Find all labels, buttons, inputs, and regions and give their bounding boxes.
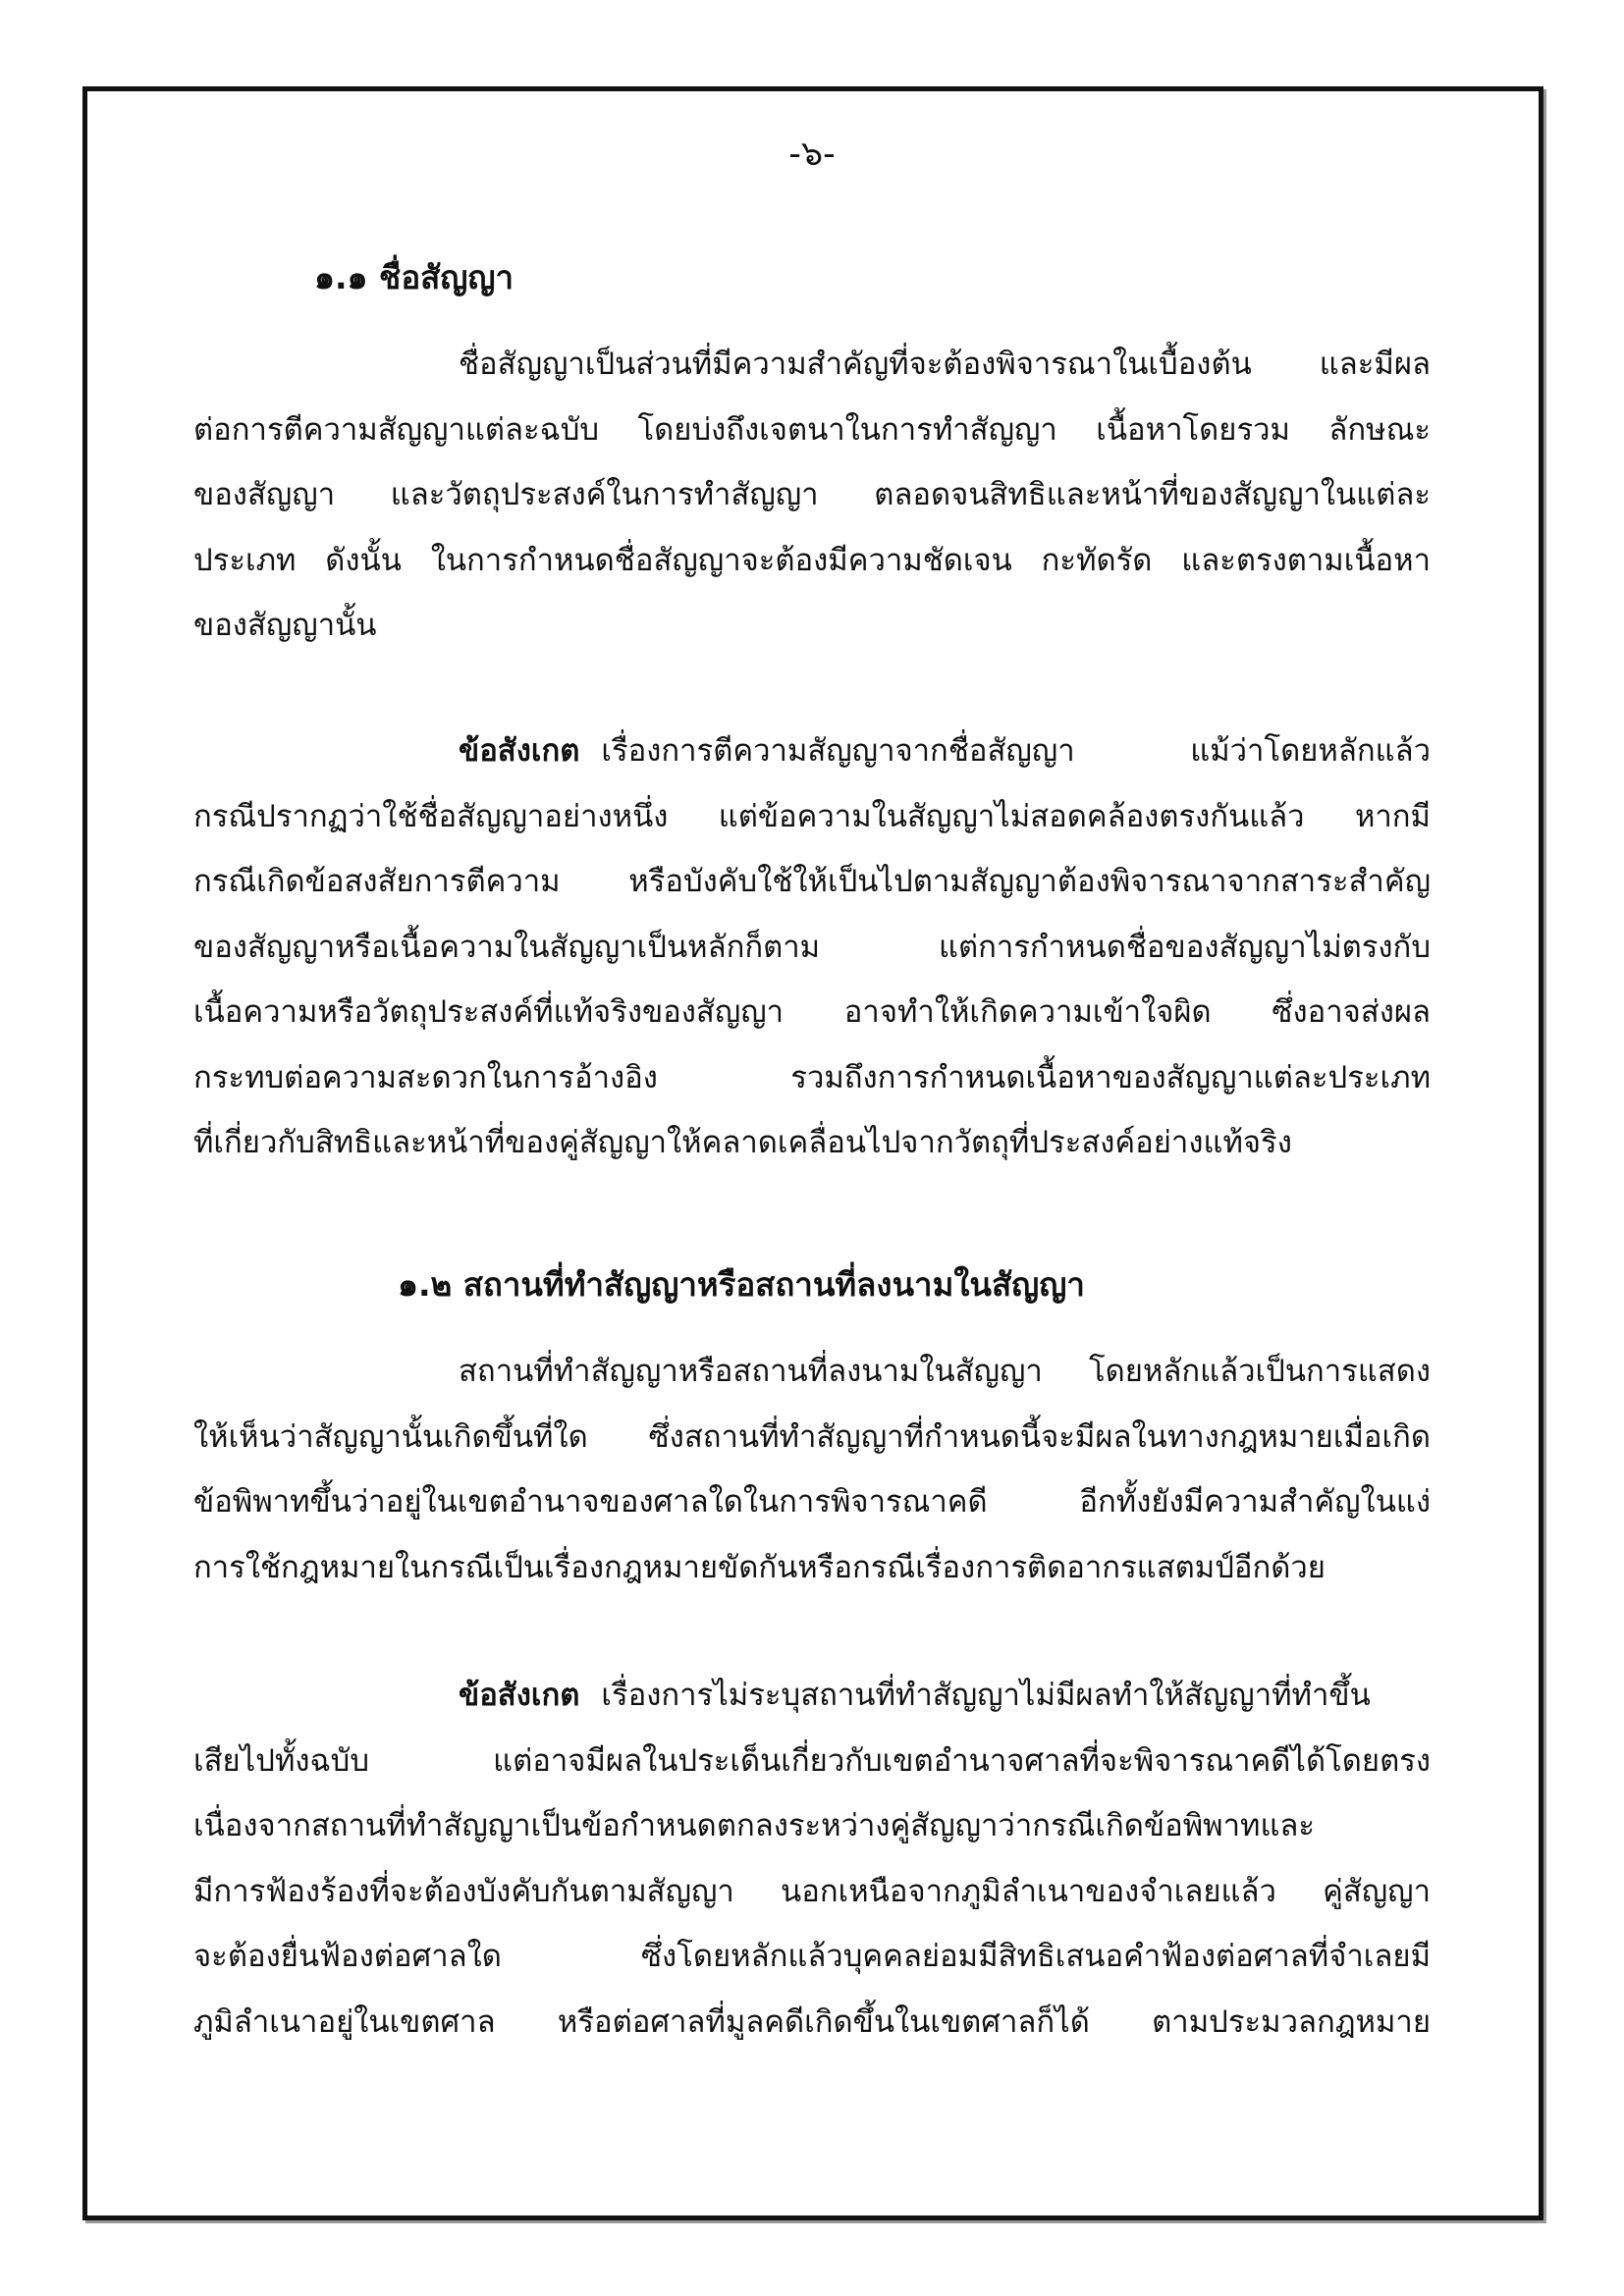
note-line: ภูมิลำเนาอยู่ในเขตศาล หรือต่อศาลที่มูลคดีเกิดขึ้นในเขตศาลก็ได้ ตามประมวลกฎหมาย	[193, 2003, 1431, 2040]
page-number: -๖-	[788, 134, 836, 174]
note-line: เนื่องจากสถานที่ทำสัญญาเป็นข้อกำหนดตกลงระหว่างคู่สัญญาว่ากรณีเกิดข้อพิพาทและ	[193, 1808, 1316, 1843]
note-first-line	[193, 1663, 1431, 1729]
note-line: กรณีเกิดข้อสงสัยการตีความ หรือบังคับใช้ให้เป็นไปตามสัญญาต้องพิจารณาจากสาระสำคัญ	[193, 864, 1431, 899]
section-heading-contract-place: ๑.๒ สถานที่ทำสัญญาหรือสถานที่ลงนามในสัญญา	[398, 1265, 1085, 1304]
note-line: เสียไปทั้งฉบับ แต่อาจมีผลในประเด็นเกี่ยวกับเขตอำนาจศาลที่จะพิจารณาคดีได้โดยตรง	[193, 1742, 1431, 1779]
paragraph-line: ชื่อสัญญาเป็นส่วนที่มีความสำคัญที่จะต้องพิจารณาในเบื้องต้น และมีผล	[459, 347, 1431, 382]
note-line: เรื่องการไม่ระบุสถานที่ทำสัญญาไม่มีผลทำให้สัญญาที่ทำขึ้น	[601, 1678, 1371, 1713]
section2-note	[193, 1663, 1431, 2055]
note-line: ที่เกี่ยวกับสิทธิและหน้าที่ของคู่สัญญาให้คลาดเคลื่อนไปจากวัตถุที่ประสงค์อย่างแท้จริง	[193, 1125, 1292, 1160]
paragraph-line: สถานที่ทำสัญญาหรือสถานที่ลงนามในสัญญา โดยหลักแล้วเป็นการแสดง	[459, 1354, 1431, 1389]
paragraph-line: ประเภท ดังนั้น ในการกำหนดชื่อสัญญาจะต้องมีความชัดเจน กะทัดรัด และตรงตามเนื้อหา	[193, 542, 1431, 578]
note-line: เรื่องการตีความสัญญาจากชื่อสัญญา แม้ว่าโดยหลักแล้ว	[601, 733, 1431, 769]
note-first-line	[193, 719, 1431, 784]
section1-paragraph	[193, 332, 1431, 659]
section-heading-contract-name: ๑.๑ ชื่อสัญญา	[314, 258, 514, 296]
paragraph-line: ของสัญญานั้น	[193, 608, 377, 643]
section1-note	[193, 719, 1431, 1176]
paragraph-line: ให้เห็นว่าสัญญานั้นเกิดขึ้นที่ใด ซึ่งสถานที่ทำสัญญาที่กำหนดนี้จะมีผลในทางกฎหมายเมื่อเกิด	[193, 1418, 1431, 1455]
note-line: กระทบต่อความสะดวกในการอ้างอิง รวมถึงการกำหนดเนื้อหาของสัญญาแต่ละประเภท	[193, 1059, 1431, 1095]
section2-paragraph	[193, 1339, 1431, 1600]
paragraph-line: ของสัญญา และวัตถุประสงค์ในการทำสัญญา ตลอดจนสิทธิและหน้าที่ของสัญญาในแต่ละ	[193, 477, 1431, 512]
paragraph-line: ต่อการตีความสัญญาแต่ละฉบับ โดยบ่งถึงเจตนาในการทำสัญญา เนื้อหาโดยรวม ลักษณะ	[193, 411, 1431, 448]
note-line: เนื้อความหรือวัตถุประสงค์ที่แท้จริงของสัญญา อาจทำให้เกิดความเข้าใจผิด ซึ่งอาจส่งผล	[193, 994, 1431, 1030]
note-line: กรณีปรากฏว่าใช้ชื่อสัญญาอย่างหนึ่ง แต่ข้อความในสัญญาไม่สอดคล้องตรงกันแล้ว หากมี	[193, 798, 1431, 834]
paragraph-line: ข้อพิพาทขึ้นว่าอยู่ในเขตอำนาจของศาลใดในการพิจารณาคดี อีกทั้งยังมีความสำคัญในแง่	[193, 1484, 1431, 1520]
note-line: ของสัญญาหรือเนื้อความในสัญญาเป็นหลักก็ตาม แต่การกำหนดชื่อของสัญญาไม่ตรงกับ	[193, 929, 1431, 965]
paragraph-line: การใช้กฎหมายในกรณีเป็นเรื่องกฎหมายขัดกันหรือกรณีเรื่องการติดอากรแสตมป์อีกด้วย	[193, 1549, 1326, 1585]
note-line: จะต้องยื่นฟ้องต่อศาลใด ซึ่งโดยหลักแล้วบุคคลย่อมมีสิทธิเสนอคำฟ้องต่อศาลที่จำเลยมี	[193, 1939, 1431, 1974]
note-label: ข้อสังเกต	[459, 733, 580, 769]
note-label: ข้อสังเกต	[459, 1678, 580, 1713]
note-line: มีการฟ้องร้องที่จะต้องบังคับกันตามสัญญา นอกเหนือจากภูมิลำเนาของจำเลยแล้ว คู่สัญญา	[193, 1873, 1431, 1909]
